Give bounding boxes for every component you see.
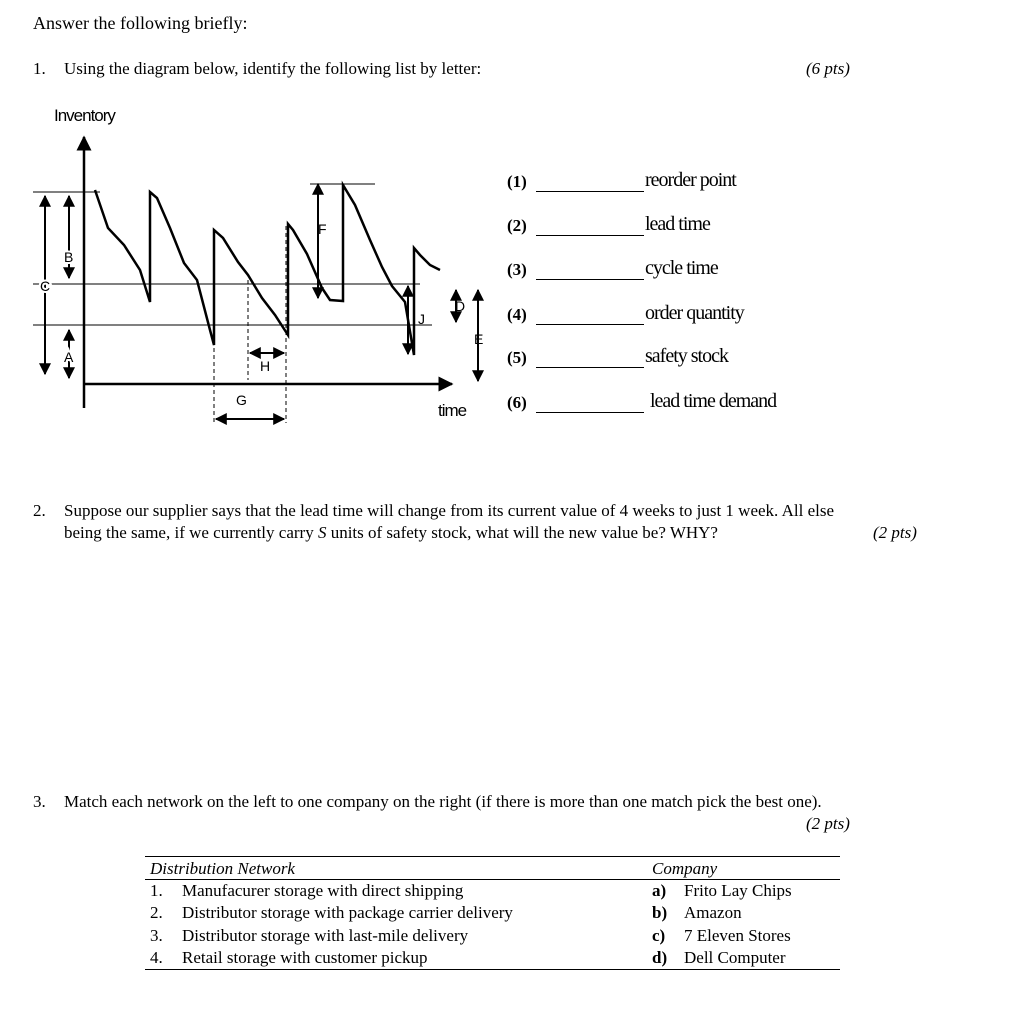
label-j: J (418, 311, 425, 327)
company-c-letter: c) (652, 926, 666, 945)
item-4-blank (536, 324, 644, 325)
network-4-text: Retail storage with customer pickup (182, 948, 428, 967)
label-g: G (236, 392, 247, 408)
network-2-text: Distributor storage with package carrier delivery (182, 903, 513, 922)
q3-points: (2 pts) (806, 814, 850, 833)
table-bottom-rule (145, 969, 840, 970)
item-5-blank (536, 367, 644, 368)
label-h: H (260, 358, 271, 374)
y-axis-label: Inventory (54, 106, 115, 125)
item-2-number: (2) (507, 216, 527, 235)
item-4-answer: order quantity (645, 302, 744, 324)
company-b-text: Amazon (684, 903, 742, 922)
x-axis-label: time (438, 401, 467, 420)
item-3-blank (536, 279, 644, 280)
q2-points: (2 pts) (873, 523, 917, 542)
network-1-number: 1. (150, 881, 163, 900)
item-5-number: (5) (507, 348, 527, 367)
q2-line2-b: units of safety stock, what will the new value be? WHY? (326, 523, 718, 542)
item-3-answer: cycle time (645, 257, 718, 279)
q2-variable-s: S (317, 523, 327, 542)
label-f: F (318, 221, 327, 237)
q2-line2-a: being the same, if we currently carry (64, 523, 318, 542)
network-3-number: 3. (150, 926, 163, 945)
item-6-answer: lead time demand (650, 390, 777, 412)
item-3-number: (3) (507, 260, 527, 279)
company-c-text: 7 Eleven Stores (684, 926, 791, 945)
item-1-blank (536, 191, 644, 192)
network-1-text: Manufacurer storage with direct shipping (182, 881, 464, 900)
item-6-blank (536, 412, 644, 413)
item-4-number: (4) (507, 305, 527, 324)
q2-line1: Suppose our supplier says that the lead time will change from its current value of 4 weeks to just 1 week. All else (64, 501, 835, 520)
item-5-answer: safety stock (645, 345, 728, 367)
table-header-rule (145, 879, 840, 880)
label-c: C (40, 278, 51, 294)
item-2-answer: lead time (645, 213, 710, 235)
network-3-text: Distributor storage with last-mile delivery (182, 926, 469, 945)
item-2-blank (536, 235, 644, 236)
q1-points: (6 pts) (806, 59, 850, 78)
q1-number: 1. (33, 59, 46, 78)
company-a-letter: a) (652, 881, 667, 900)
q1-text: Using the diagram below, identify the following list by letter: (64, 59, 482, 78)
network-2-number: 2. (150, 903, 163, 922)
label-d: D (455, 298, 466, 314)
item-6-number: (6) (507, 393, 527, 412)
company-d-text: Dell Computer (684, 948, 786, 967)
q2-number: 2. (33, 501, 46, 520)
company-b-letter: b) (652, 903, 668, 922)
inventory-curve (95, 185, 440, 355)
company-d-letter: d) (652, 948, 668, 967)
instructions-heading: Answer the following briefly: (33, 13, 248, 33)
q2-line2 (64, 523, 718, 543)
company-a-text: Frito Lay Chips (684, 881, 792, 900)
q3-text: Match each network on the left to one company on the right (if there is more than one match pick the best one). (64, 792, 822, 811)
inventory-diagram (0, 95, 500, 435)
item-1-number: (1) (507, 172, 527, 191)
item-1-answer: reorder point (645, 169, 736, 191)
q3-number: 3. (33, 792, 46, 811)
network-4-number: 4. (150, 948, 163, 967)
table-top-rule (145, 856, 840, 857)
label-b: B (64, 249, 74, 265)
network-header: Distribution Network (150, 859, 295, 878)
label-e: E (474, 331, 484, 347)
label-a: A (64, 349, 74, 365)
company-header: Company (652, 859, 718, 878)
